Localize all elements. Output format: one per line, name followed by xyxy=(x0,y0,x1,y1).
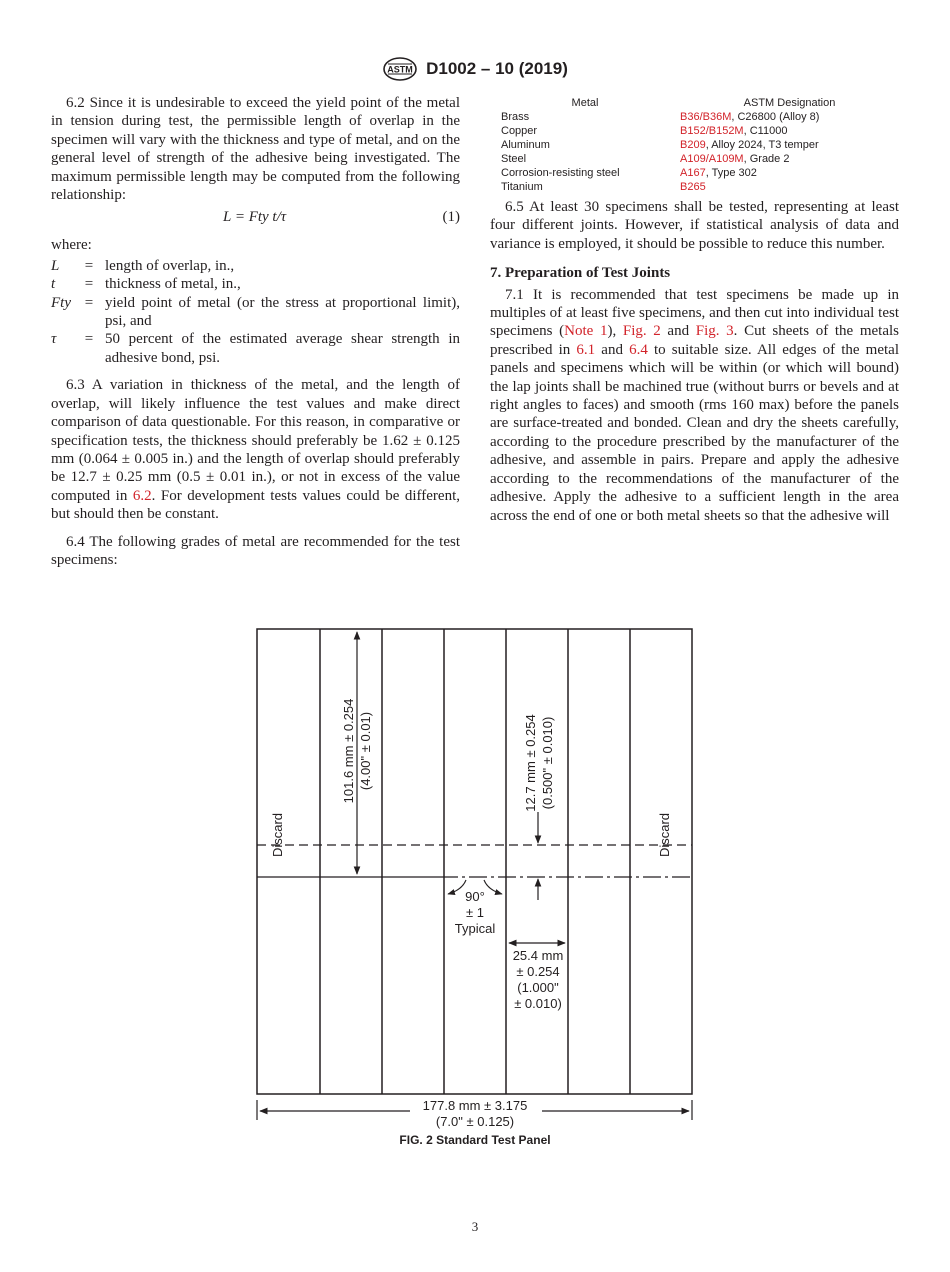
paragraph-6-4: 6.4 The following grades of metal are recommended for the test specimens: xyxy=(51,533,460,568)
total-width-mm: 177.8 mm ± 3.175 xyxy=(422,1098,528,1113)
paragraph-7-1-text: . Cut sheets of the metals prescribed in xyxy=(490,323,899,358)
designation-link[interactable]: B36/B36M xyxy=(680,111,732,123)
page-number: 3 xyxy=(471,1219,479,1234)
document-designation: D1002 – 10 (2019) xyxy=(426,59,568,78)
metal-name: Brass xyxy=(501,111,530,123)
designation-detail: , Alloy 2024, T3 temper xyxy=(705,139,819,151)
definition-text: length of overlap, in., xyxy=(105,257,235,274)
fig-3-link[interactable]: Fig. 3 xyxy=(695,323,734,340)
dim-joint-in: (0.500" ± 0.010) xyxy=(540,716,555,810)
paragraph-6-5: 6.5 At least 30 specimens shall be tested, representing at least four different joints. However, if statistical analysis of data and variance is employed, it should be possible to reduce this number. xyxy=(490,199,899,252)
angle-arc-left xyxy=(448,880,466,894)
definition-text: thickness of metal, in., xyxy=(105,276,241,293)
logo-text: ASTM xyxy=(387,64,413,75)
definition-symbol: τ xyxy=(51,331,57,348)
angle-label: 90° xyxy=(465,889,485,904)
section-6-2-link[interactable]: 6.2 xyxy=(132,487,152,504)
designation-link[interactable]: B209 xyxy=(680,139,706,151)
definition-text: 50 percent of the estimated average shear strength in adhesive bond, psi. xyxy=(105,331,460,366)
designation-detail: , Type 302 xyxy=(705,167,757,179)
definition-text: yield point of metal (or the stress at proportional limit), psi, and xyxy=(105,294,460,330)
width-in: (1.000" xyxy=(517,980,559,995)
paragraph-7-1-text: ), xyxy=(607,323,623,340)
column-header-designation: ASTM Designation xyxy=(743,97,836,109)
paragraph-6-3-text: 6.3 A variation in thickness of the metal, and the length of overlap, will likely influence the test values and make direct comparison of data questionable. For this reason, in comparative or specification tests, the thickness should preferably be 1.62 ± 0.125 mm (0.064 ± 0.005 in.) and the length of overlap should preferably be 12.7 ± 0.25 mm (0.5 ± 0.01 in.), or not in excess of the value computed in xyxy=(51,377,460,504)
definition-symbol: Fty xyxy=(51,294,71,311)
definition-symbol: t xyxy=(51,276,56,293)
where-label: where: xyxy=(51,237,92,254)
angle-arc-right xyxy=(484,880,502,894)
angle-typical: Typical xyxy=(454,921,496,936)
section-6-4-link[interactable]: 6.4 xyxy=(629,341,648,358)
dim-overlap-in: (4.00" ± 0.01) xyxy=(358,711,373,791)
discard-label-left: Discard xyxy=(270,812,285,858)
metal-name: Copper xyxy=(501,125,538,137)
width-tolerance: ± 0.254 xyxy=(516,964,560,979)
definition-equals: = xyxy=(84,331,94,348)
panel-outline xyxy=(257,629,692,1094)
paragraph-7-1-text: and xyxy=(660,323,696,340)
discard-label-right: Discard xyxy=(657,812,672,858)
equation-formula: L = Fty t/τ xyxy=(223,209,287,226)
figure-caption: FIG. 2 Standard Test Panel xyxy=(399,1133,551,1147)
definition-equals: = xyxy=(84,276,94,293)
metal-name: Aluminum xyxy=(501,139,550,151)
note-1-link[interactable]: Note 1 xyxy=(564,323,608,340)
paragraph-7-1-text: to suitable size. All edges of the metal panels and specimens which will be within (or which will bound) the lap joints shall be machined true (without burrs or bevels and at right angles to faces) and smooth (rms 160 max) before the panels are surface-treated and bonded. Clean and dry the sheets carefully, according to the procedure prescribed by the manufacturer of the adhesive, and assemble in pairs. Prepare and apply the adhesive according to the recommendations of the manufacturer of the adhesive. Apply the adhesive to a sufficient length in the area across the end of one or both metal sheets so that the adhesive will xyxy=(490,341,899,524)
section-6-1-link[interactable]: 6.1 xyxy=(576,341,596,358)
definition-equals: = xyxy=(84,294,94,311)
width-in-tolerance: ± 0.010) xyxy=(514,996,562,1011)
paragraph-6-3-text-end: . For development tests values could be different, but should then be constant. xyxy=(51,487,460,523)
metal-name: Steel xyxy=(501,153,527,165)
equation-number: (1) xyxy=(442,209,460,226)
designation-link[interactable]: A167 xyxy=(680,167,706,179)
designation-detail: , C26800 (Alloy 8) xyxy=(731,111,820,123)
metal-name: Corrosion-resisting steel xyxy=(501,167,620,179)
designation-link[interactable]: B265 xyxy=(680,181,706,193)
definition-symbol: L xyxy=(51,257,60,274)
designation-detail: , C11000 xyxy=(743,125,788,137)
dim-overlap-mm: 101.6 mm ± 0.254 xyxy=(341,698,356,804)
width-mm: 25.4 mm xyxy=(512,948,564,963)
column-header-metal: Metal xyxy=(571,97,599,109)
definition-equals: = xyxy=(84,257,94,274)
paragraph-6-2: 6.2 Since it is undesirable to exceed the yield point of the metal in tension during test, the permissible length of overlap in the specimen will vary with the thickness and type of metal, and on the general level of strength of the adhesive being investigated. The maximum permissible length may be computed from the following relationship: xyxy=(51,95,460,204)
designation-link[interactable]: A109/A109M xyxy=(680,153,744,165)
angle-tolerance: ± 1 xyxy=(466,905,484,920)
dim-joint-mm: 12.7 mm ± 0.254 xyxy=(523,714,538,812)
metal-name: Titanium xyxy=(501,181,543,193)
fig-2-link[interactable]: Fig. 2 xyxy=(622,323,661,340)
section-7-heading: 7. Preparation of Test Joints xyxy=(490,265,671,282)
paragraph-7-1-text: 7.1 It is recommended that test specimens be made up in multiples of at least five specimens, and then cut into individual test specimens ( xyxy=(490,286,899,340)
paragraph-7-1-text: and xyxy=(595,341,630,358)
total-width-in: (7.0" ± 0.125) xyxy=(435,1114,515,1129)
designation-detail: , Grade 2 xyxy=(743,153,790,165)
designation-link[interactable]: B152/B152M xyxy=(680,125,744,137)
